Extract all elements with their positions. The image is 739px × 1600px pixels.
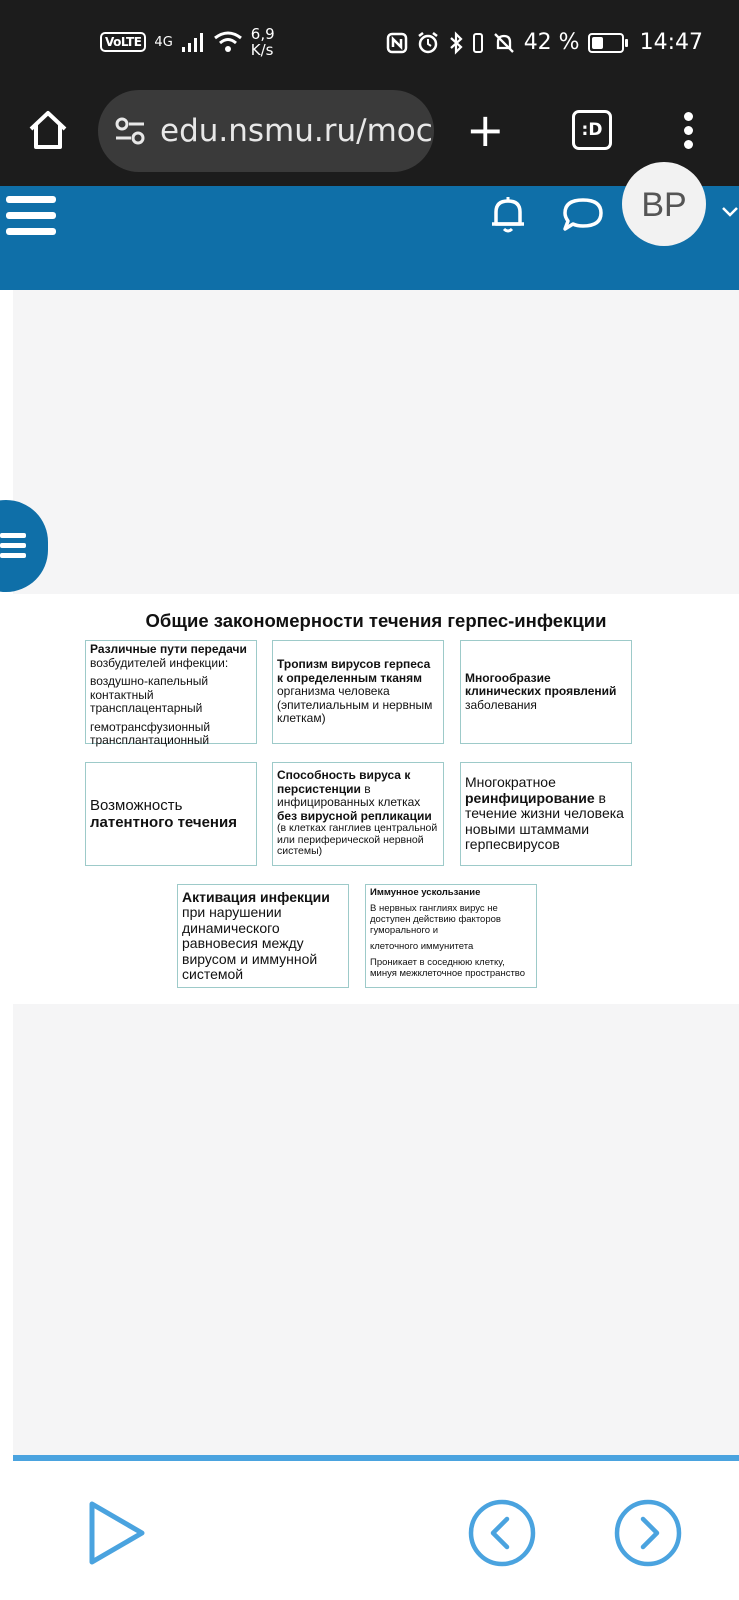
volte-badge: VoLTE bbox=[100, 32, 146, 52]
tabs-button[interactable]: :D bbox=[572, 110, 612, 150]
content-padding-bottom bbox=[13, 1004, 739, 1458]
notifications-bell-icon[interactable] bbox=[488, 194, 528, 236]
presentation-slide bbox=[13, 594, 739, 1004]
previous-slide-icon[interactable] bbox=[468, 1499, 536, 1567]
box-activation bbox=[177, 884, 349, 988]
mute-bell-icon bbox=[492, 31, 516, 55]
content-padding-top bbox=[13, 290, 739, 594]
box1-heading: Различные пути передачи bbox=[90, 642, 247, 656]
box5-small: (в клетках ганглиев центральной или периферической нервной системы) bbox=[277, 822, 438, 857]
network-type: 4G bbox=[154, 34, 173, 50]
site-settings-icon[interactable] bbox=[114, 116, 146, 146]
site-header bbox=[0, 186, 739, 290]
box3-text: заболевания bbox=[465, 697, 537, 712]
kebab-menu-icon[interactable] bbox=[682, 112, 694, 150]
speed-unit: K/s bbox=[250, 41, 274, 59]
box-latent-course bbox=[85, 762, 257, 866]
box7-bold: Активация инфекции bbox=[182, 888, 330, 905]
box1-subheading: возбудителей инфекции: bbox=[90, 655, 229, 670]
box3-bold: Многообразие клинических проявлений bbox=[465, 670, 617, 699]
box-immune-evasion bbox=[365, 884, 537, 988]
url-text[interactable]: edu.nsmu.ru/moc bbox=[160, 113, 433, 149]
box5-bold1: Способность вируса к персистенции bbox=[277, 768, 411, 796]
bluetooth-icon bbox=[448, 31, 464, 55]
messages-chat-icon[interactable] bbox=[562, 196, 604, 234]
route-transplacental: трансплацентарный bbox=[90, 701, 203, 715]
vibrate-icon bbox=[472, 32, 484, 54]
new-tab-plus-icon[interactable]: + bbox=[466, 103, 505, 157]
nfc-icon bbox=[386, 32, 408, 54]
chevron-down-icon[interactable] bbox=[720, 206, 739, 218]
box5-bold2: без вирусной репликации bbox=[277, 808, 432, 823]
box8-p1: В нервных ганглиях вирус не доступен действию факторов гуморального и bbox=[370, 903, 501, 936]
progress-bar bbox=[13, 1455, 739, 1461]
play-icon[interactable] bbox=[86, 1500, 148, 1566]
box5-text1: в инфицированных клетках bbox=[277, 781, 421, 809]
next-slide-icon[interactable] bbox=[614, 1499, 682, 1567]
box-clinical-variety bbox=[460, 640, 632, 744]
status-left bbox=[100, 26, 275, 58]
browser-toolbar bbox=[0, 90, 739, 186]
box8-p2: клеточного иммунитета bbox=[370, 941, 474, 952]
network-speed bbox=[251, 26, 275, 58]
box-tropism bbox=[272, 640, 444, 744]
box2-bold: Тропизм вирусов герпеса к определенным тканям bbox=[277, 657, 431, 685]
hamburger-menu-icon[interactable] bbox=[6, 196, 56, 236]
box-persistence bbox=[272, 762, 444, 866]
box2-text: организма человека (эпителиальным и нервным клеткам) bbox=[277, 684, 433, 726]
speed-value: 6,9 bbox=[250, 25, 275, 43]
box6-text2: в течение жизни человека новыми штаммами герпесвирусов bbox=[465, 789, 624, 853]
battery-icon bbox=[588, 33, 624, 53]
box8-heading: Иммунное ускользание bbox=[370, 887, 481, 898]
alarm-icon bbox=[416, 31, 440, 55]
user-avatar[interactable]: ВР bbox=[622, 162, 706, 246]
address-bar[interactable] bbox=[98, 90, 434, 172]
box7-text: при нарушении динамического равновесия между вирусом и иммунной системой bbox=[182, 904, 318, 982]
box4-line1: Возможность bbox=[90, 797, 183, 814]
slide-title: Общие закономерности течения герпес-инфекции bbox=[145, 610, 607, 631]
box6-text1: Многократное bbox=[465, 774, 556, 791]
route-transplantation: трансплантационный bbox=[90, 733, 210, 747]
wifi-icon bbox=[213, 30, 243, 54]
battery-percent: 42 % bbox=[523, 30, 580, 55]
signal-icon bbox=[181, 31, 205, 53]
clock: 14:47 bbox=[639, 30, 703, 55]
box8-p3: Проникает в соседнюю клетку, минуя межклеточное пространство bbox=[370, 957, 526, 979]
home-icon[interactable] bbox=[26, 108, 70, 152]
box4-bold: латентного течения bbox=[90, 814, 237, 831]
box-reinfection bbox=[460, 762, 632, 866]
status-right bbox=[386, 30, 703, 55]
box6-bold: реинфицирование bbox=[465, 789, 595, 806]
route-hemotransfusion: гемотрансфузионный bbox=[90, 719, 211, 734]
route-airborne: воздушно-капельный bbox=[90, 674, 209, 688]
route-contact: контактный bbox=[90, 687, 154, 702]
status-bar bbox=[0, 0, 739, 90]
box-transmission-routes bbox=[85, 640, 257, 747]
